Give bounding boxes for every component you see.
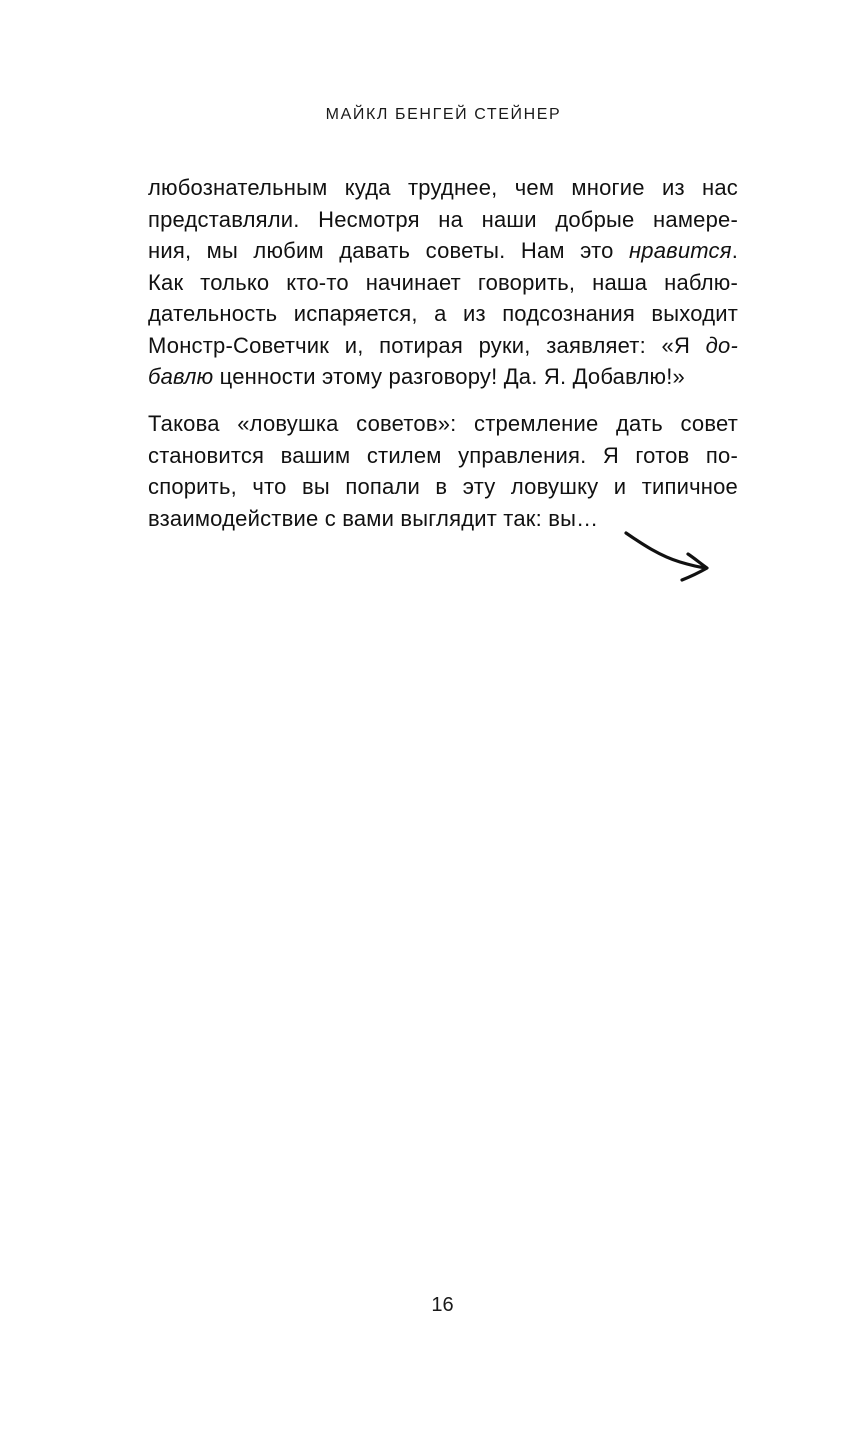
- body-paragraph-1: [148, 172, 738, 393]
- text-line: становится вашим стилем управления. Я готов по-: [148, 442, 738, 468]
- text-line: дательность испаряется, а из подсознания выходит: [148, 301, 738, 326]
- text-line: [148, 361, 738, 393]
- text-line: Как только кто-то начинает говорить, наша наблю-: [148, 269, 738, 295]
- page-number: 16: [431, 1294, 454, 1316]
- text-run: Монстр-Советчик и, потирая руки, заявляет: «Я: [148, 332, 706, 358]
- emphasis-text: бавлю: [148, 364, 214, 389]
- text-line: любознательным куда труднее, чем многие из нас: [148, 175, 738, 200]
- text-run: ния, мы любим давать советы. Нам это: [148, 238, 629, 263]
- body-paragraph-2: [148, 408, 738, 534]
- emphasis-text: до-: [705, 332, 738, 358]
- text-line: взаимодействие с вами выглядит так: вы…: [148, 505, 599, 531]
- text-run: .: [731, 238, 738, 263]
- emphasis-text: нравится: [628, 238, 732, 263]
- text-line: представляли. Несмотря на наши добрые намере-: [148, 206, 738, 232]
- running-head-author: МАЙКЛ БЕНГЕЙ СТЕЙНЕР: [325, 106, 562, 123]
- hand-drawn-arrow-right-icon: [620, 528, 715, 588]
- text-line: спорить, что вы попали в эту ловушку и типичное: [148, 474, 738, 499]
- text-line: [148, 235, 738, 267]
- text-line: [148, 330, 738, 362]
- text-run: ценности этому разговору! Да. Я. Добавлю!»: [213, 364, 685, 389]
- text-line: Такова «ловушка советов»: стремление дать совет: [148, 411, 738, 436]
